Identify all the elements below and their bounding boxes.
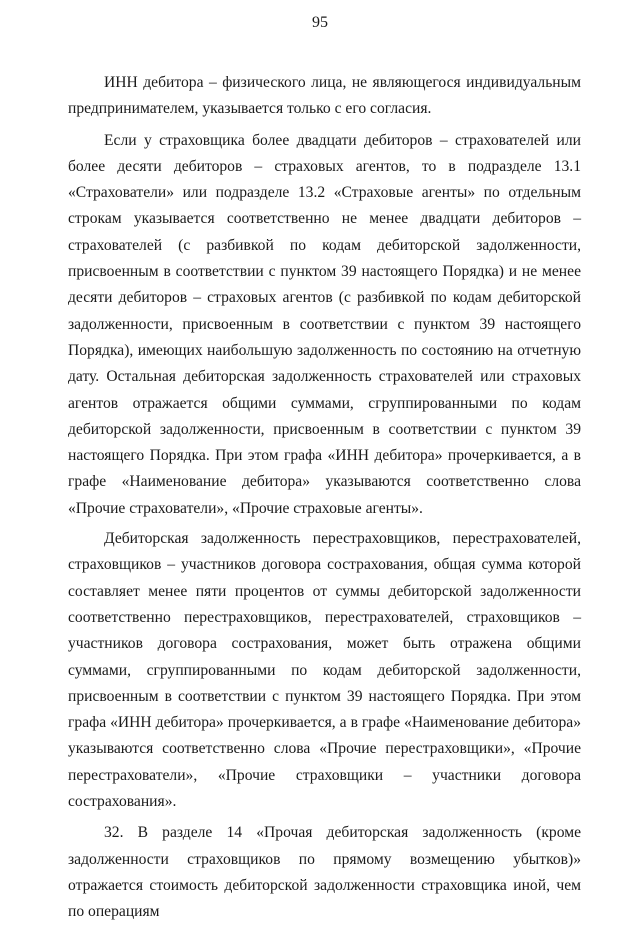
page-number: 95 xyxy=(312,14,328,31)
paragraph-section-32: 32. В разделе 14 «Прочая дебиторская задолженность (кроме задолженности страховщиков по прямому возмещению убытков)» отражается стоимость дебиторской задолженности страховщика иной, чем по операциям xyxy=(68,824,581,921)
paragraph-inn-consent: ИНН дебитора – физического лица, не являющегося индивидуальным предпринимателем, указывается только с его согласия. xyxy=(68,74,581,118)
paragraph-debtors-policyholders: Если у страховщика более двадцати дебиторов – страхователей или более десяти дебиторов – страховых агентов, то в подразделе 13.1 «Страхователи» или подразделе 13.2 «Страховые агенты» по отдельным строкам указывается соответственно не менее двадцати дебиторов – страхователей (с разбивкой по кодам дебиторской задолженности, присвоенным в соответствии с пунктом 39 настоящего Порядка) и не менее десяти дебиторов – страховых агентов (с разбивкой по кодам дебиторской задолженности, присвоенным в соответствии с пунктом 39 настоящего Порядка), имеющих наибольшую задолженность по состоянию на отчетную дату. Остальная дебиторская задолженность страхователей или страховых агентов отражается общими суммами, сгруппированными по кодам дебиторской задолженности, присвоенным в соответствии с пунктом 39 настоящего Порядка. При этом графа «ИНН дебитора» прочеркивается, а в графе «Наименование дебитора» указываются соответственно слова «Прочие страхователи», «Прочие страховые агенты». xyxy=(68,131,581,517)
document-body xyxy=(68,70,581,926)
paragraph-reinsurers-debt: Дебиторская задолженность перестраховщиков, перестрахователей, страховщиков – участников договора сострахования, общая сумма которой составляет менее пяти процентов от суммы дебиторской задолженности соответственно перестраховщиков, перестрахователей, страховщиков – участников договора сострахования, может быть отражена общими суммами, сгруппированными по кодам дебиторской задолженности, присвоенным в соответствии с пунктом 39 настоящего Порядка. При этом графа «ИНН дебитора» прочеркивается, а в графе «Наименование дебитора» указываются соответственно слова «Прочие перестраховщики», «Прочие перестрахователи», «Прочие страховщики – участники договора сострахования». xyxy=(68,530,581,811)
